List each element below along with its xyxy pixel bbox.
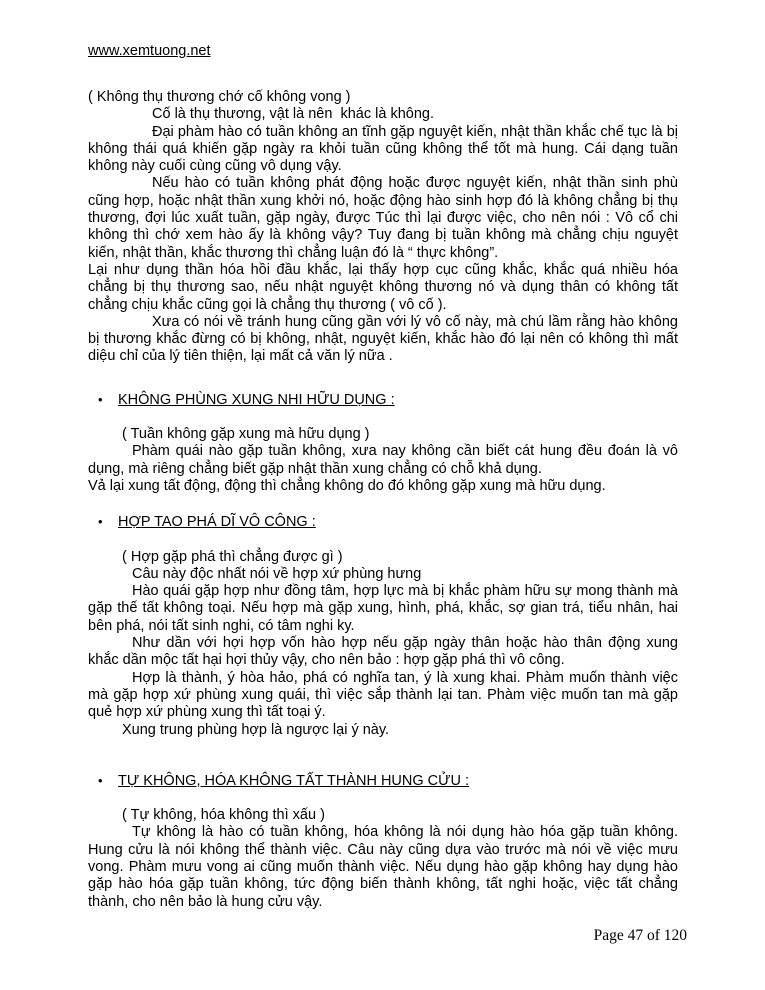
section-subtitle: ( Hợp gặp phá thì chẳng được gì ) xyxy=(122,548,343,565)
section-paragraph: Hào quái gặp hợp như đồng tâm, hợp lực mà bị khắc phàm hữu sự mong thành mà gặp thế tất không toại. Nếu hợp mà gặp xung, hình, phá, khắc, sợ gian trá, tiểu nhân, hai bên phá, nói tất sinh nghi, có tâm nghi ky. xyxy=(88,583,678,634)
bullet-icon: • xyxy=(98,514,103,530)
section-subtitle: ( Tự không, hóa không thì xấu ) xyxy=(122,807,325,824)
intro-paragraph: Đại phàm hào có tuần không an tĩnh gặp nguyệt kiến, nhật thần khắc chế tục là bị không thái quá khiến gặp ngày ra khỏi tuần cũng không thể tốt mà hung. Cái dạng tuần không này cuối cùng cũng vô dụng vậy. xyxy=(88,123,678,175)
section-hop-tao-pha xyxy=(88,513,678,739)
page-number: Page 47 of 120 xyxy=(593,927,687,944)
intro-paragraph: Lại như dụng thần hóa hồi đầu khắc, lại thấy hợp cục cũng khắc, khắc quá nhiều hóa chẳng bị thụ thương sao, nếu nhật nguyệt không thương nó và dụng thân có không tất chẳng chịu khắc cũng gọi là chẳng thụ thương ( vô cố ). xyxy=(88,261,678,313)
section-paragraph: Hợp là thành, ý hòa hảo, phá có nghĩa tan, ý là xung khai. Phàm muốn thành việc mà gặp hợp xứ phùng xung quái, thì việc sắp thành lại tan. Phàm việc muốn tan mà gặp quẻ hợp xứ phùng xung thì tất toại ý. xyxy=(88,669,678,721)
page-content xyxy=(88,42,678,911)
section-paragraph: Tự không là hào có tuần không, hóa không là nói dụng hào hóa gặp tuần không. Hung cửu là nói không thể thành việc. Câu này cũng dựa vào trước mà nói về việc mưu vong. Phàm mưu vong ai cũng muốn thành việc. Nếu dụng hào gặp không hay dụng hào gặp hào hóa gặp tuần không, tức động biến thành không, tất nghi hoặc, việc tất chẳng thành, cho nên bảo là hung cửu vậy. xyxy=(88,824,678,910)
section-paragraph: Như dần với hợi hợp vốn hào hợp nếu gặp ngày thân hoặc hào thân động xung khắc dần mộc tất hại hợi thủy vậy, cho nên bảo : hợp gặp phá thì vô công. xyxy=(88,635,678,669)
section-heading: KHÔNG PHÙNG XUNG NHI HỮU DỤNG : xyxy=(118,391,395,408)
section-paragraph: Vả lại xung tất động, động thì chẳng không do đó không gặp xung mà hữu dụng. xyxy=(88,477,606,494)
site-url-link[interactable]: www.xemtuong.net xyxy=(88,43,211,59)
section-header-row xyxy=(88,391,678,409)
section-heading: TỰ KHÔNG, HÓA KHÔNG TẤT THÀNH HUNG CỬU : xyxy=(118,772,470,789)
section-subtitle: ( Tuần không gặp xung mà hữu dụng ) xyxy=(122,426,370,443)
section-paragraph: Câu này độc nhất nói về hợp xứ phùng hưng xyxy=(132,565,422,582)
section-paragraph: Xung trung phùng hợp là ngược lại ý này. xyxy=(122,721,390,738)
section-header-row xyxy=(88,513,678,531)
section-khong-phung-xung xyxy=(88,391,678,495)
bullet-icon: • xyxy=(98,772,103,788)
page-header xyxy=(88,42,678,60)
document-body xyxy=(88,89,678,911)
intro-paragraph: Xưa có nói về tránh hung cũng gần với lý vô cố này, mà chú lầm rằng hào không bị thương khắc đừng có bị không, nhật, nguyệt kiến, khắc hào đó lại nên có không thì mất diệu chỉ của lý tiên thiện, lại mất cả văn lý nữa . xyxy=(88,313,678,365)
section-paragraph: Phàm quái nào gặp tuần không, xưa nay không cần biết cát hung đều đoán là vô dụng, mà riêng chẳng biết gặp nhật thần xung chẳng có chỗ khả dụng. xyxy=(88,443,678,477)
section-header-row xyxy=(88,772,678,790)
bullet-icon: • xyxy=(98,391,103,407)
intro-paragraph: Nếu hào có tuần không phát động hoặc được nguyệt kiến, nhật thần sinh phù cũng hợp, hoặc nhật thần xung khởi nó, hoặc động hào sinh hợp đó là không chẳng bị thụ thương, đợi lúc xuất tuần, gặp ngày, được Túc thì lại được việc, cho nên nói : Vô cổ chi không thì chớ xem hào ấy là không vậy? Tuy đang bị tuần không mà chẳng chịu nguyệt kiến, nhật thần, khắc thương thì chẳng luận đó là “ thực không”. xyxy=(88,175,678,261)
intro-paragraph: Cố là thụ thương, vật là nên khác là không. xyxy=(152,106,434,123)
intro-subtitle: ( Không thụ thương chớ cố không vong ) xyxy=(88,89,351,105)
section-tu-khong-hoa-khong xyxy=(88,772,678,911)
section-heading: HỢP TAO PHÁ DĨ VÔ CÔNG : xyxy=(118,514,316,531)
